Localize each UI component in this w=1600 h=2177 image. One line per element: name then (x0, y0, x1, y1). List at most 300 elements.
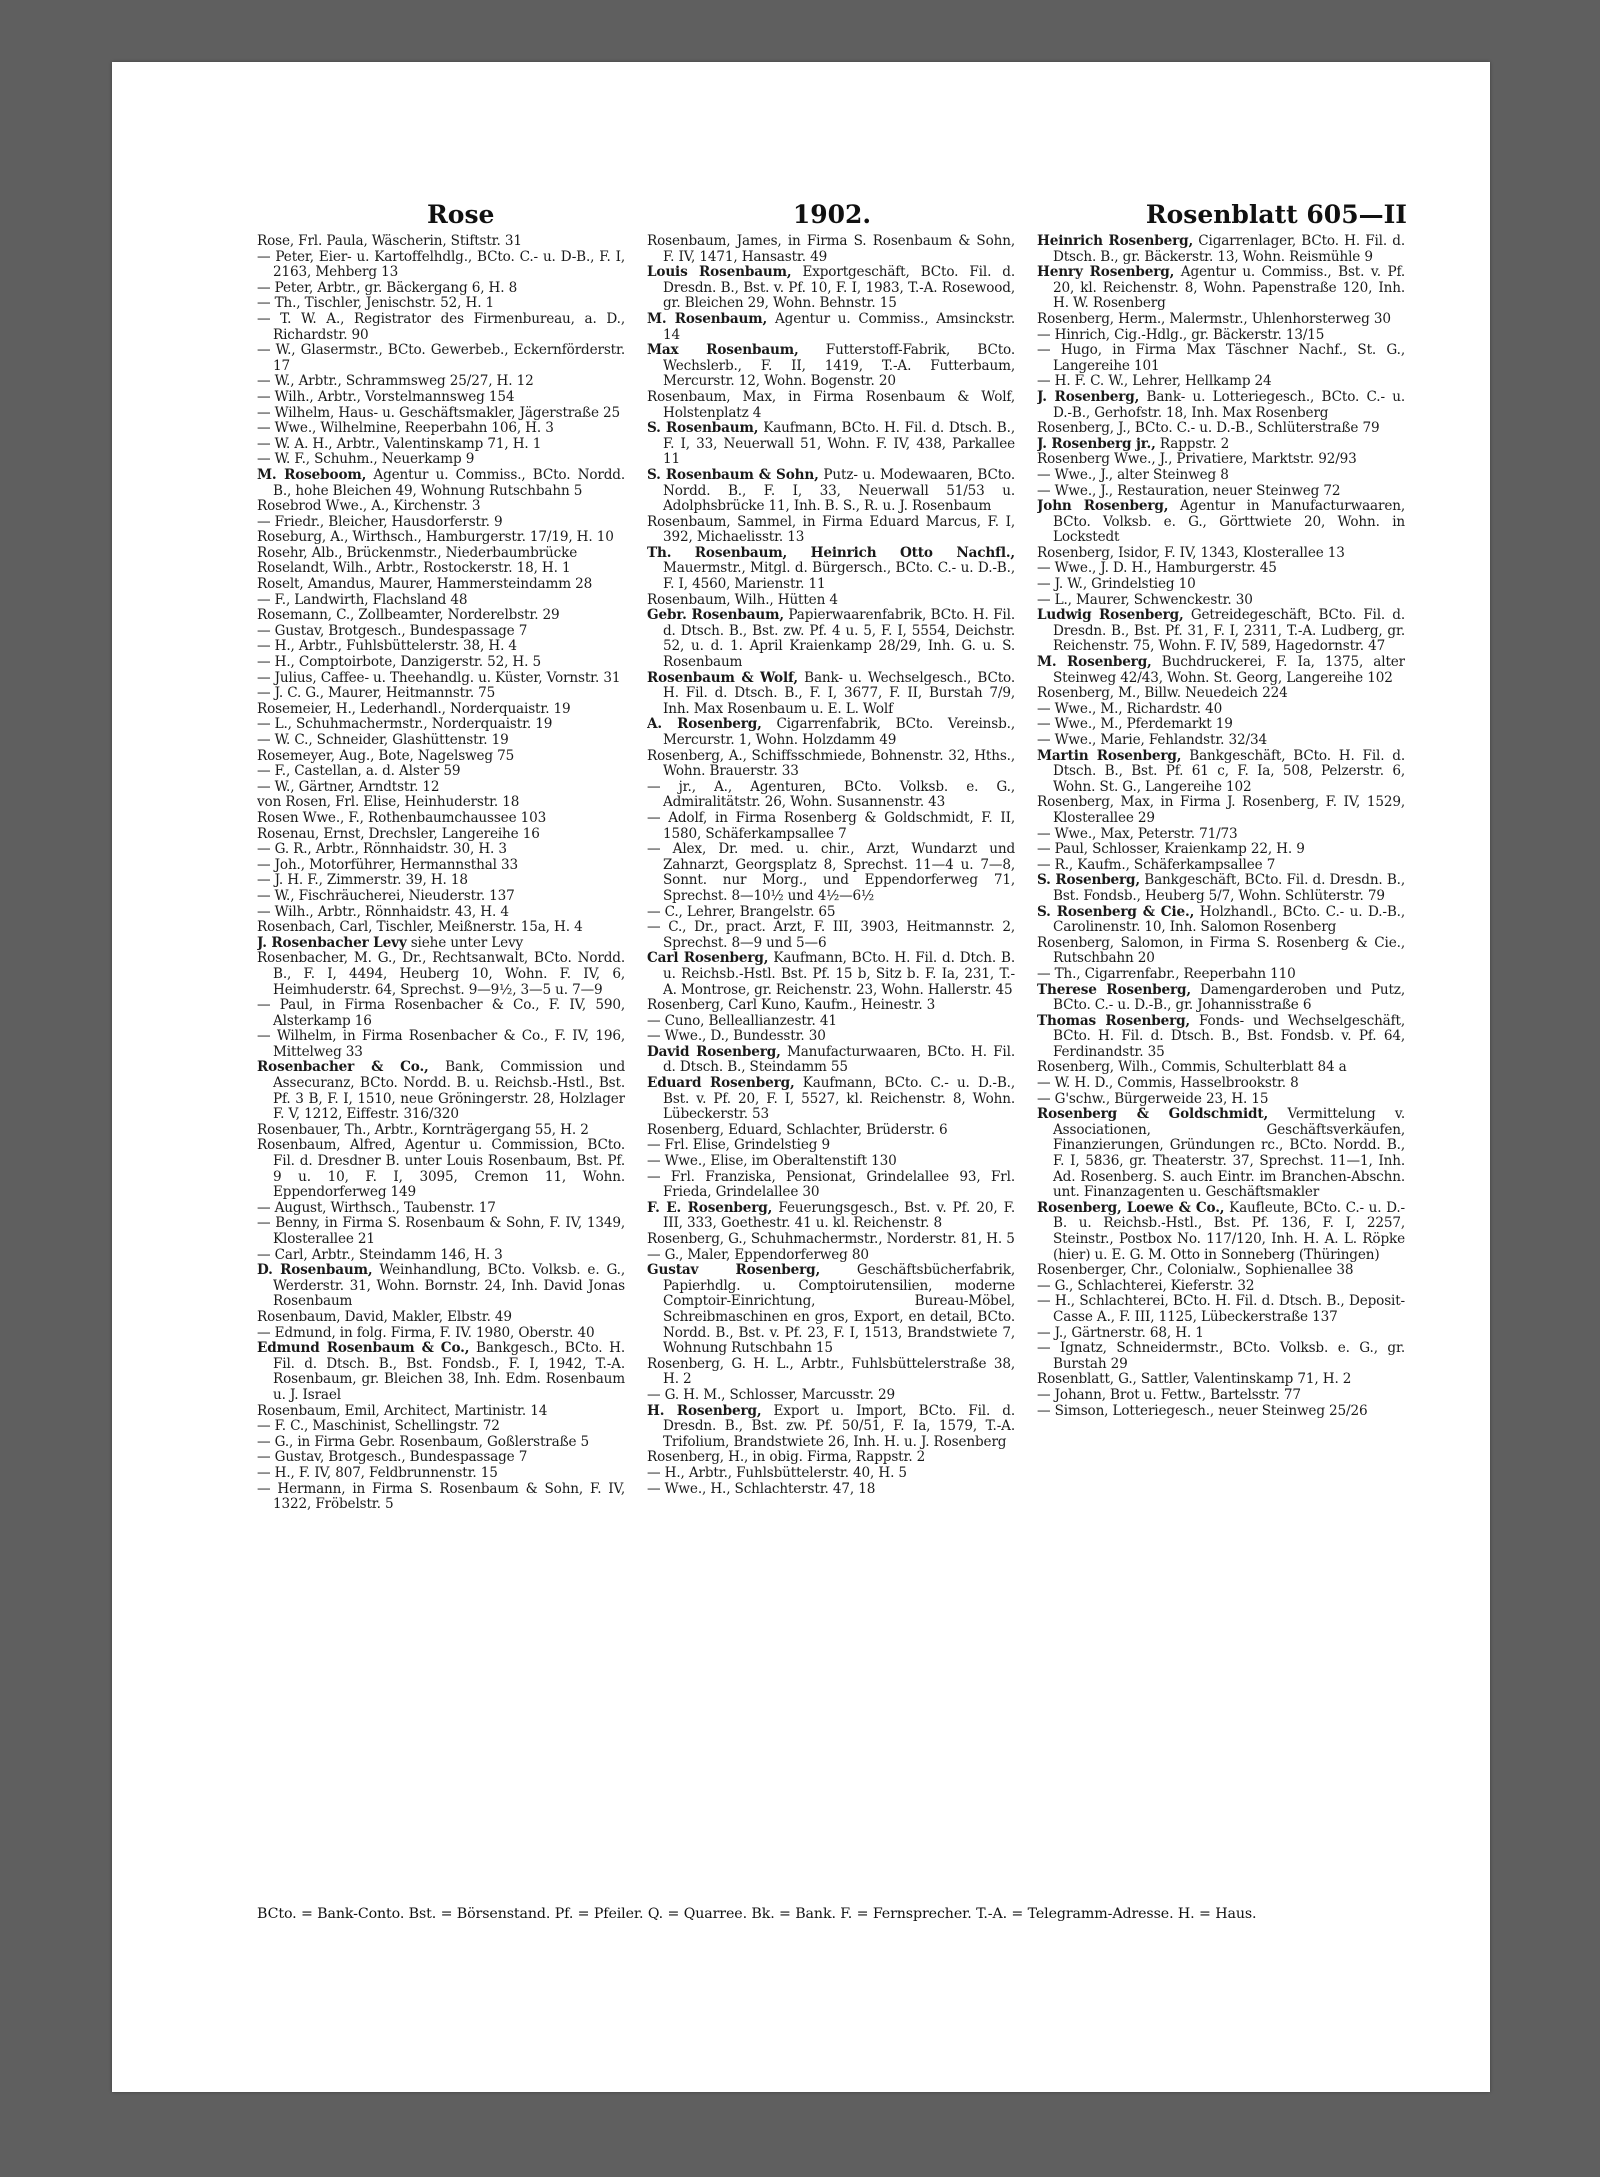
entry-text: Rosenberg, Max, in Firma J. Rosenberg, F. IV, 1529, Klosterallee 29 (1037, 794, 1405, 826)
directory-entry (257, 639, 625, 655)
entry-text: — W., Glasermstr., BCto. Gewerbeb., Eckernförderstr. 17 (257, 342, 625, 374)
directory-entry (647, 343, 1015, 390)
entry-text: — Wilh., Arbtr., Rönnhaidstr. 43, H. 4 (257, 903, 509, 920)
directory-entry (647, 905, 1015, 921)
entry-text: — Wwe., M., Pferdemarkt 19 (1037, 716, 1233, 733)
entry-text: Rosenbach, Carl, Tischler, Meißnerstr. 15a, H. 4 (257, 919, 583, 936)
directory-entry (257, 1216, 625, 1247)
entry-text: — Johann, Brot u. Fettw., Bartelsstr. 77 (1037, 1386, 1301, 1403)
directory-entry (1037, 967, 1405, 983)
entry-text: — G., Maler, Eppendorferweg 80 (647, 1246, 869, 1263)
directory-entry (647, 998, 1015, 1014)
entry-text: Roselt, Amandus, Maurer, Hammersteindamm 28 (257, 576, 593, 593)
directory-entry (257, 530, 625, 546)
directory-page (112, 62, 1490, 2092)
directory-entry (1037, 905, 1405, 936)
directory-entry (647, 920, 1015, 951)
entry-text: Agentur u. Commiss., Bst. v. Pf. 20, kl. Reichenstr. 8, Wohn. Papenstraße 120, Inh. H. W. Rosenberg (1053, 264, 1405, 312)
directory-entry (647, 1014, 1015, 1030)
entry-firm-name: Heinrich Rosenberg, (1037, 234, 1194, 249)
entry-text: Rosenberg, G. H. L., Arbtr., Fuhlsbüttelerstraße 38, H. 2 (647, 1355, 1015, 1388)
directory-entry (1037, 343, 1405, 374)
directory-entry (257, 406, 625, 422)
entry-text: Rosenbacher, M. G., Dr., Rechtsanwalt, BCto. Nordd. B., F. I, 4494, Heuberg 10, Wohn. F. IV, 6, Heimhuderstr. 64, Sprechst. 9—9½, 3—5 u. 7—9 (257, 950, 625, 998)
directory-entry (257, 577, 625, 593)
entry-text: Rosenberg, M., Billw. Neuedeich 224 (1037, 685, 1288, 702)
entry-text: — Wwe., J., Restauration, neuer Steinweg 72 (1037, 482, 1341, 499)
entry-text: — Paul, in Firma Rosenbacher & Co., F. IV, 590, Alsterkamp 16 (257, 997, 625, 1029)
directory-entry (257, 234, 625, 250)
entry-text: — G., Schlachterei, Kieferstr. 32 (1037, 1277, 1255, 1294)
directory-entry (647, 390, 1015, 421)
directory-entry (1037, 733, 1405, 749)
directory-entry (647, 421, 1015, 468)
entry-text: Rosenberger, Chr., Colonialw., Sophienallee 38 (1037, 1262, 1354, 1279)
entry-text: Futterstoff-Fabrik, BCto. Wechslerb., F. II, 1419, T.-A. Futterbaum, Mercurstr. 12, Wohn. Bogenstr. 20 (663, 342, 1015, 390)
entry-text: Exportgeschäft, BCto. Fil. d. Dresdn. B., Bst. v. Pf. 10, F. I, 1983, T.-A. Rosewood, gr. Bleichen 29, Wohn. Behnstr. 15 (663, 264, 1015, 312)
entry-text: — C., Dr., pract. Arzt, F. III, 3903, Heitmannstr. 2, Sprechst. 8—9 und 5—6 (647, 919, 1015, 951)
directory-entry (257, 1201, 625, 1217)
directory-entry (257, 437, 625, 453)
entry-text: — H., Arbtr., Fuhlsbüttelerstr. 40, H. 5 (647, 1464, 907, 1481)
directory-entry (1037, 936, 1405, 967)
entry-text: Rosenberg, G., Schuhmachermstr., Norderstr. 81, H. 5 (647, 1231, 1015, 1247)
entry-text: Rosenberg Wwe., J., Privatiere, Marktstr. 92/93 (1037, 451, 1357, 468)
entry-text: — G. R., Arbtr., Rönnhaidstr. 30, H. 3 (257, 841, 507, 858)
directory-entry (257, 858, 625, 874)
entry-text: Feuerungsgesch., Bst. v. Pf. 20, F. III, 333, Goethestr. 41 u. kl. Reichenstr. 8 (663, 1199, 1015, 1232)
directory-entry (257, 795, 625, 811)
entry-text: Rosemann, C., Zollbeamter, Norderelbstr. 29 (257, 607, 560, 624)
directory-entry (257, 1029, 625, 1060)
entry-text: — Wwe., M., Richardstr. 40 (1037, 700, 1223, 717)
directory-entry (1037, 328, 1405, 344)
entry-text: — Alex, Dr. med. u. chir., Arzt, Wundarzt und Zahnarzt, Georgsplatz 8, Sprechst. 11—4 u. 7—8, Sonnt. nur Morg., und Eppendorferweg 71, Sprechst. 8—10½ und 4½—6½ (647, 841, 1015, 904)
entry-firm-name: Rosenbaum & Wolf, (647, 669, 798, 686)
entry-text: — Paul, Schlosser, Kraienkamp 22, H. 9 (1037, 841, 1305, 858)
directory-entry (257, 1466, 625, 1482)
directory-entry (647, 780, 1015, 811)
entry-text: — W. A. H., Arbtr., Valentinskamp 71, H. 1 (257, 435, 542, 452)
directory-entry (257, 546, 625, 562)
entry-text: Cigarrenlager, BCto. H. Fil. d. Dtsch. B., gr. Bäckerstr. 13, Wohn. Reismühle 9 (1053, 234, 1405, 265)
entry-firm-name: S. Rosenberg & Cie., (1037, 903, 1195, 920)
entry-text: — August, Wirthsch., Taubenstr. 17 (257, 1199, 496, 1216)
entry-text: — G'schw., Bürgerweide 23, H. 15 (1037, 1090, 1269, 1107)
entry-firm-name: S. Rosenberg, (1037, 872, 1140, 889)
entry-text: Rosemeyer, Aug., Bote, Nagelsweg 75 (257, 747, 515, 764)
directory-entry (257, 1248, 625, 1264)
entry-text: — Wwe., J. D. H., Hamburgerstr. 45 (1037, 560, 1277, 577)
entry-text: Rosenbauer, Th., Arbtr., Kornträgergang 55, H. 2 (257, 1121, 589, 1138)
entry-text: Rosenberg, Carl Kuno, Kaufm., Heinestr. 3 (647, 997, 936, 1014)
entry-text: Rosenberg, Wilh., Commis, Schulterblatt 84 a (1037, 1059, 1347, 1076)
entry-text: Buchdruckerei, F. Ia, 1375, alter Steinweg 42/43, Wohn. St. Georg, Langereihe 102 (1053, 654, 1405, 686)
entry-text: Rosenbaum, James, in Firma S. Rosenbaum & Sohn, F. IV, 1471, Hansastr. 49 (647, 234, 1015, 265)
directory-entry (1037, 1279, 1405, 1295)
directory-entry (257, 1404, 625, 1420)
directory-entry (647, 265, 1015, 312)
entry-text: Rosenbaum, David, Makler, Elbstr. 49 (257, 1308, 512, 1325)
entry-text: — Gustav, Brotgesch., Bundespassage 7 (257, 622, 528, 639)
directory-entry (1037, 546, 1405, 562)
directory-entry (1037, 499, 1405, 546)
directory-entry (257, 281, 625, 297)
entry-text: Rosenberg, H., in obig. Firma, Rappstr. 2 (647, 1449, 926, 1466)
directory-entry (1037, 858, 1405, 874)
entry-text: — Th., Tischler, Jenischstr. 52, H. 1 (257, 295, 495, 312)
entry-text: Agentur u. Commiss., Amsinckstr. 14 (663, 310, 1015, 343)
entry-text: — J. C. G., Maurer, Heitmannstr. 75 (257, 685, 496, 702)
entry-text: Rosen Wwe., F., Rothenbaumchaussee 103 (257, 809, 547, 826)
directory-entry (647, 593, 1015, 609)
entry-text: — Cuno, Belleallianzestr. 41 (647, 1012, 837, 1029)
entry-text: — Joh., Motorführer, Hermannsthal 33 (257, 856, 519, 873)
directory-entry (257, 1482, 625, 1513)
directory-entry (1037, 1404, 1405, 1420)
entry-text: — Frl. Elise, Grindelstieg 9 (647, 1137, 830, 1154)
directory-entry (257, 733, 625, 749)
directory-entry (1037, 608, 1405, 655)
directory-entry (257, 827, 625, 843)
entry-text: — H., F. IV, 807, Feldbrunnenstr. 15 (257, 1464, 498, 1481)
directory-entry (257, 1138, 625, 1200)
entry-text: Rappstr. 2 (1159, 435, 1230, 452)
entry-text: — Adolf, in Firma Rosenberg & Goldschmidt, F. II, 1580, Schäferkampsallee 7 (647, 809, 1015, 842)
column-2 (647, 234, 1015, 1894)
entry-text: — L., Maurer, Schwenckestr. 30 (1037, 591, 1253, 608)
directory-entry (257, 889, 625, 905)
entry-text: — L., Schuhmachermstr., Norderquaistr. 19 (257, 716, 553, 733)
directory-entry (1037, 1060, 1405, 1076)
entry-text: — Ignatz, Schneidermstr., BCto. Volksb. e. G., gr. Burstah 29 (1037, 1340, 1405, 1372)
directory-entry (1037, 1201, 1405, 1263)
directory-entry (1037, 1294, 1405, 1325)
directory-entry (1037, 1372, 1405, 1388)
entry-text: — Wilhelm, in Firma Rosenbacher & Co., F. IV, 196, Mittelweg 33 (257, 1028, 625, 1060)
entry-firm-name: M. Rosenbaum, (647, 310, 768, 327)
directory-entry (257, 1326, 625, 1342)
entry-text: Putz- u. Modewaaren, BCto. Nordd. B., F. I, 33, Neuerwall 51/53 u. Adolphsbrücke 11, Inh. B. S., R. u. J. Rosenbaum (663, 466, 1015, 515)
entry-text: — Hugo, in Firma Max Täschner Nachf., St. G., Langereihe 101 (1037, 342, 1405, 374)
entry-text: — Frl. Franziska, Pensionat, Grindelallee 93, Frl. Frieda, Grindelallee 30 (647, 1168, 1015, 1201)
entry-text: — G. H. M., Schlosser, Marcusstr. 29 (647, 1386, 896, 1403)
directory-entry (647, 515, 1015, 546)
entry-text: — W. H. D., Commis, Hasselbrookstr. 8 (1037, 1075, 1299, 1092)
entry-text: Bank- u. Lotteriegesch., BCto. C.- u. D.-B., Gerhofstr. 18, Inh. Max Rosenberg (1053, 388, 1405, 421)
entry-firm-name: Eduard Rosenberg, (647, 1075, 795, 1092)
entry-text: — Wwe., Wilhelmine, Reeperbahn 106, H. 3 (257, 420, 554, 437)
directory-entry (257, 905, 625, 921)
entry-text: Rosenbaum, Alfred, Agentur u. Commission, BCto. Fil. d. Dresdner B. unter Louis Rosenbaum, Bst. Pf. 9 u. 10, F. I, 3095, Cremon 11, Wohn. Eppendorferweg 149 (257, 1137, 625, 1201)
directory-entry (647, 1201, 1015, 1232)
entry-text: — jr., A., Agenturen, BCto. Volksb. e. G., Admiralitätstr. 26, Wohn. Susannenstr. 43 (647, 778, 1015, 811)
entry-text: — Wwe., Max, Peterstr. 71/73 (1037, 825, 1238, 842)
directory-entry (1037, 1263, 1405, 1279)
directory-entry (257, 1341, 625, 1403)
entry-text: Rosenbaum, Sammel, in Firma Eduard Marcus, F. I, 392, Michaelisstr. 13 (647, 513, 1015, 546)
directory-entry (1037, 655, 1405, 686)
directory-entry (1037, 749, 1405, 796)
entry-text: — Edmund, in folg. Firma, F. IV. 1980, Oberstr. 40 (257, 1324, 595, 1341)
directory-entry (647, 1388, 1015, 1404)
entry-text: — C., Lehrer, Brangelstr. 65 (647, 903, 836, 920)
entry-text: Kaufleute, BCto. C.- u. D.-B. u. Reichsb.-Hstl., Bst. Pf. 136, F. I, 2257, Steinstr., Postbox No. 117/120, Inh. H. A. L. Röpke (hier) u. E. G. M. Otto in Sonneberg (Thüringen) (1053, 1199, 1405, 1263)
entry-firm-name: Thomas Rosenberg, (1037, 1012, 1191, 1029)
entry-text: — Wwe., D., Bundesstr. 30 (647, 1028, 826, 1045)
directory-entry (257, 343, 625, 374)
directory-entry (257, 624, 625, 640)
directory-entry (647, 1263, 1015, 1357)
directory-entry (647, 717, 1015, 748)
entry-text: — F., Landwirth, Flachsland 48 (257, 591, 468, 608)
directory-entry (647, 608, 1015, 670)
entry-firm-name: Louis Rosenbaum, (647, 264, 792, 281)
entry-text: Damengarderoben und Putz, BCto. C.- u. D.-B., gr. Johannisstraße 6 (1053, 981, 1405, 1014)
entry-firm-name: Max Rosenbaum, (647, 342, 799, 359)
directory-entry (647, 312, 1015, 343)
directory-entry (257, 1263, 625, 1310)
directory-entry (257, 920, 625, 936)
entry-firm-name: Gustav Rosenberg, (647, 1262, 821, 1279)
entry-firm-name: J. Rosenberg, (1037, 388, 1140, 405)
entry-text: — H. F. C. W., Lehrer, Hellkamp 24 (1037, 373, 1272, 390)
directory-entry (647, 1248, 1015, 1264)
directory-entry (647, 1357, 1015, 1388)
directory-entry (647, 234, 1015, 265)
entry-firm-name: Martin Rosenberg, (1037, 747, 1182, 764)
entry-text: — Benny, in Firma S. Rosenbaum & Sohn, F. IV, 1349, Klosterallee 21 (257, 1215, 625, 1247)
directory-entry (1037, 234, 1405, 265)
directory-entry (257, 811, 625, 827)
entry-text: — Th., Cigarrenfabr., Reeperbahn 110 (1037, 965, 1296, 982)
entry-text: Mauermstr., Mitgl. d. Bürgersch., BCto. C.- u. D.-B., F. I, 4560, Marienstr. 11 (663, 560, 1015, 593)
directory-entry (257, 936, 625, 952)
entry-firm-name: Carl Rosenberg, (647, 950, 769, 967)
directory-entry (1037, 468, 1405, 484)
entry-text: Roselandt, Wilh., Arbtr., Rostockerstr. 18, H. 1 (257, 560, 571, 577)
entry-text: — Carl, Arbtr., Steindamm 146, H. 3 (257, 1246, 503, 1263)
directory-entry (257, 1123, 625, 1139)
entry-text: Papierwaarenfabrik, BCto. H. Fil. d. Dtsch. B., Bst. zw. Pf. 4 u. 5, F. I, 5554, Deichstr. 52, u. d. 1. April Kraienkamp 28/29, Inh. G. u. S. Rosenbaum (663, 607, 1015, 671)
entry-text: — Friedr., Bleicher, Hausdorferstr. 9 (257, 513, 503, 530)
directory-entry (647, 1450, 1015, 1466)
entry-text: Bankgeschäft, BCto. Fil. d. Dresdn. B., Bst. Fondsb., Heuberg 5/7, Wohn. Schlüterstr. 79 (1053, 872, 1405, 904)
entry-text: Bankgeschäft, BCto. H. Fil. d. Dtsch. B., Bst. Pf. 61 c, F. Ia, 508, Pelzerstr. 6, Wohn. St. G., Langereihe 102 (1053, 747, 1405, 795)
entry-firm-name: Therese Rosenberg, (1037, 981, 1191, 998)
entry-text: — Wwe., Marie, Fehlandstr. 32/34 (1037, 732, 1267, 748)
entry-text: Agentur in Manufacturwaaren, BCto. Volksb. e. G., Görttwiete 20, Wohn. in Lockstedt (1053, 498, 1405, 546)
entry-firm-name: M. Rosenberg, (1037, 654, 1152, 671)
entry-firm-name: John Rosenberg, (1037, 498, 1169, 515)
directory-entry (257, 780, 625, 796)
directory-entry (1037, 1326, 1405, 1342)
directory-entry (1037, 1341, 1405, 1372)
directory-entry (1037, 1107, 1405, 1201)
entry-text: Bank- u. Wechselgesch., BCto. H. Fil. d. Dtsch. B., F. I, 3677, F. II, Burstah 7/9, Inh. Max Rosenbaum u. E. L. Wolf (663, 669, 1015, 717)
entry-text: — R., Kaufm., Schäferkampsallee 7 (1037, 856, 1276, 873)
directory-entry (1037, 421, 1405, 437)
entry-firm-name: S. Rosenbaum & Sohn, (647, 466, 819, 483)
directory-entry (257, 312, 625, 343)
entry-text: Weinhandlung, BCto. Volksb. e. G., Werderstr. 31, Wohn. Bornstr. 24, Inh. David Jonas Rosenbaum (273, 1262, 625, 1310)
entry-text: Rosenberg, J., BCto. C.- u. D.-B., Schlüterstraße 79 (1037, 420, 1380, 437)
directory-entry (1037, 717, 1405, 733)
directory-entry (1037, 577, 1405, 593)
entry-text: Rosenau, Ernst, Drechsler, Langereihe 16 (257, 825, 540, 842)
directory-entry (257, 296, 625, 312)
directory-entry (1037, 842, 1405, 858)
directory-entry (257, 499, 625, 515)
directory-entry (1037, 1014, 1405, 1061)
directory-entry (647, 1404, 1015, 1451)
entry-text: Kaufmann, BCto. C.- u. D.-B., Bst. v. Pf. 20, F. I, 5527, kl. Reichenstr. 8, Wohn. Lübeckerstr. 53 (663, 1075, 1015, 1123)
directory-entry (647, 1170, 1015, 1201)
entry-text: — J. H. F., Zimmerstr. 39, H. 18 (257, 872, 468, 889)
entry-firm-name: F. E. Rosenberg, (647, 1199, 773, 1216)
directory-entry (257, 749, 625, 765)
header-right-keyword-page-number: Rosenblatt 605—II (1145, 200, 1407, 229)
directory-entry (257, 561, 625, 577)
entry-text: — J., Gärtnerstr. 68, H. 1 (1037, 1324, 1204, 1341)
entry-text: — W. C., Schneider, Glashüttenstr. 19 (257, 732, 509, 748)
entry-text: — Peter, Eier- u. Kartoffelhdlg., BCto. C.- u. D-B., F. I, 2163, Mehberg 13 (257, 248, 625, 281)
directory-entry (257, 1419, 625, 1435)
directory-entry (647, 811, 1015, 842)
entry-text: Fonds- und Wechselgeschäft, BCto. H. Fil. d. Dtsch. B., Bst. Fondsb. v. Pf. 64, Ferdinandstr. 35 (1053, 1012, 1405, 1060)
directory-entry (257, 608, 625, 624)
entry-firm-name: Gebr. Rosenbaum, (647, 607, 784, 624)
entry-text: — Hermann, in Firma S. Rosenbaum & Sohn, F. IV, 1322, Fröbelstr. 5 (257, 1480, 625, 1513)
header-year: 1902. (792, 200, 872, 229)
directory-entry (257, 421, 625, 437)
directory-entry (257, 1060, 625, 1122)
entry-text: — F. C., Maschinist, Schellingstr. 72 (257, 1418, 500, 1435)
directory-entry (257, 515, 625, 531)
directory-entry (1037, 437, 1405, 453)
directory-entry (257, 686, 625, 702)
directory-entry (647, 1123, 1015, 1139)
directory-entry (257, 873, 625, 889)
entry-text: — J. W., Grindelstieg 10 (1037, 576, 1196, 593)
directory-entry (257, 452, 625, 468)
directory-entry (257, 998, 625, 1029)
directory-entry (1037, 1076, 1405, 1092)
entry-text: Kaufmann, BCto. H. Fil. d. Dtsch. B., F. I, 33, Neuerwall 51, Wohn. F. IV, 438, Parkallee 11 (663, 420, 1015, 468)
entry-text: siehe unter Levy (410, 934, 524, 951)
entry-text: Manufacturwaaren, BCto. H. Fil. d. Dtsch. B., Steindamm 55 (663, 1043, 1015, 1076)
directory-entry (257, 1310, 625, 1326)
entry-firm-name: J. Rosenbacher Levy (257, 934, 407, 951)
directory-entry (257, 593, 625, 609)
directory-entry (257, 702, 625, 718)
entry-text: — W. F., Schuhm., Neuerkamp 9 (257, 451, 475, 468)
abbreviation-legend: BCto. = Bank-Conto. Bst. = Börsenstand. Pf. = Pfeiler. Q. = Quarree. Bk. = Bank. F. = Fernsprecher. T.-A. = Telegramm-Adresse. H. = Haus. (257, 1906, 1257, 1922)
directory-entry (647, 1482, 1015, 1498)
entry-text: — Wilh., Arbtr., Vorstelmannsweg 154 (257, 388, 515, 405)
entry-text: — Hinrich, Cig.-Hdlg., gr. Bäckerstr. 13/15 (1037, 326, 1325, 343)
directory-entry (647, 546, 1015, 593)
entry-text: Rosenbaum, Max, in Firma Rosenbaum & Wolf, Holstenplatz 4 (647, 388, 1015, 421)
directory-entry (257, 374, 625, 390)
entry-text: Roseburg, A., Wirthsch., Hamburgerstr. 17/19, H. 10 (257, 529, 614, 546)
entry-text: Vermittelung v. Associationen, Geschäftsverkäufen, Finanzierungen, Gründungen rc., BCto. Nordd. B., F. I, 5836, gr. Theaterstr. 37, Sprechst. 11—1, Inh. Ad. Rosenberg. S. auch Eintr. im Branchen-Abschn. unt. Finanzagenten u. Geschäftsmakler (1053, 1106, 1405, 1201)
directory-entry (647, 1045, 1015, 1076)
directory-entry (1037, 312, 1405, 328)
entry-text: — G., in Firma Gebr. Rosenbaum, Goßlerstraße 5 (257, 1433, 590, 1450)
entry-text: — F., Castellan, a. d. Alster 59 (257, 763, 461, 780)
column-3 (1037, 234, 1405, 1894)
entry-firm-name: Henry Rosenberg, (1037, 264, 1175, 281)
directory-entry (647, 1232, 1015, 1248)
directory-entry (1037, 1388, 1405, 1404)
entry-text: Agentur u. Commiss., BCto. Nordd. B., hohe Bleichen 49, Wohnung Rutschbahn 5 (273, 466, 625, 499)
entry-text: Rosenbaum, Emil, Architect, Martinistr. 14 (257, 1402, 548, 1419)
entry-text: Export u. Import, BCto. Fil. d. Dresdn. B., Bst. zw. Pf. 50/51, F. Ia, 1579, T.-A. Trifolium, Brandstwiete 26, Inh. H. u. J. Rosenberg (663, 1402, 1015, 1450)
directory-entry (1037, 983, 1405, 1014)
directory-entry (1037, 374, 1405, 390)
directory-entry (647, 842, 1015, 904)
directory-entry (1037, 561, 1405, 577)
entry-text: Kaufmann, BCto. H. Fil. d. Dtch. B. u. Reichsb.-Hstl. Bst. Pf. 15 b, Sitz b. F. Ia, 231, T.-A. Montrose, gr. Reichenstr. 23, Wohn. Hallerstr. 45 (663, 950, 1015, 998)
entry-firm-name: A. Rosenberg, (647, 716, 762, 733)
entry-firm-name: D. Rosenbaum, (257, 1262, 373, 1279)
entry-text: Getreidegeschäft, BCto. Fil. d. Dresdn. B., Bst. Pf. 31, F. I, 2311, T.-A. Ludberg, gr. Reichenstr. 75, Wohn. F. IV, 589, Hagedornstr. 47 (1053, 607, 1405, 655)
directory-entry (1037, 795, 1405, 826)
directory-entry (257, 842, 625, 858)
entry-text: — Wilhelm, Haus- u. Geschäftsmakler, Jägerstraße 25 (257, 404, 621, 421)
entry-text: — Peter, Arbtr., gr. Bäckergang 6, H. 8 (257, 279, 518, 296)
directory-entry (257, 764, 625, 780)
directory-entry (647, 1466, 1015, 1482)
column-1 (257, 234, 625, 1894)
entry-text: von Rosen, Frl. Elise, Heinhuderstr. 18 (257, 794, 520, 811)
directory-entry (1037, 452, 1405, 468)
entry-firm-name: S. Rosenbaum, (647, 420, 759, 437)
directory-entry (1037, 593, 1405, 609)
entry-text: — Simson, Lotteriegesch., neuer Steinweg 25/26 (1037, 1402, 1368, 1419)
directory-entry (1037, 873, 1405, 904)
entry-firm-name: H. Rosenberg, (647, 1402, 762, 1419)
entry-text: — T. W. A., Registrator des Firmenbureau, a. D., Richardstr. 90 (257, 310, 625, 343)
entry-text: — W., Arbtr., Schrammsweg 25/27, H. 12 (257, 373, 534, 390)
entry-text: Geschäftsbücherfabrik, Papierhdlg. u. Comptoirutensilien, moderne Comptoir-Einrichtung, Bureau-Möbel, Schreibmaschinen en gros, Export, en detail, BCto. Nordd. B., Bst. v. Pf. 23, F. I, 1513, Brandstwiete 7, Wohnung Rutschbahn 15 (663, 1262, 1015, 1357)
entry-firm-name: Rosenberg, Loewe & Co., (1037, 1199, 1225, 1216)
entry-text: Rosehr, Alb., Brückenmstr., Niederbaumbrücke (257, 544, 578, 561)
entry-text: — Wwe., J., alter Steinweg 8 (1037, 466, 1229, 483)
entry-firm-name: Edmund Rosenbaum & Co., (257, 1340, 470, 1357)
entry-firm-name: Ludwig Rosenberg, (1037, 607, 1184, 624)
directory-entry (257, 951, 625, 998)
directory-entry (257, 468, 625, 499)
entry-text: — H., Arbtr., Fuhlsbüttelerstr. 38, H. 4 (257, 638, 517, 655)
entry-text: — W., Gärtner, Arndtstr. 12 (257, 778, 440, 795)
directory-entry (647, 1138, 1015, 1154)
entry-text: Rosenberg, Salomon, in Firma S. Rosenberg & Cie., Rutschbahn 20 (1037, 934, 1405, 967)
directory-entry (647, 749, 1015, 780)
entry-text: Rosenberg, Isidor, F. IV, 1343, Klosterallee 13 (1037, 544, 1345, 561)
directory-entry (257, 250, 625, 281)
directory-entry (647, 1076, 1015, 1123)
entry-text: — Wwe., Elise, im Oberaltenstift 130 (647, 1153, 897, 1170)
entry-text: Rosenberg, Herm., Malermstr., Uhlenhorsterweg 30 (1037, 310, 1391, 327)
directory-entry (1037, 686, 1405, 702)
directory-entry (647, 468, 1015, 515)
entry-text: Rosebrod Wwe., A., Kirchenstr. 3 (257, 498, 481, 515)
entry-text: Rosenblatt, G., Sattler, Valentinskamp 71, H. 2 (1037, 1371, 1352, 1388)
directory-entry (1037, 702, 1405, 718)
directory-entry (1037, 1092, 1405, 1108)
